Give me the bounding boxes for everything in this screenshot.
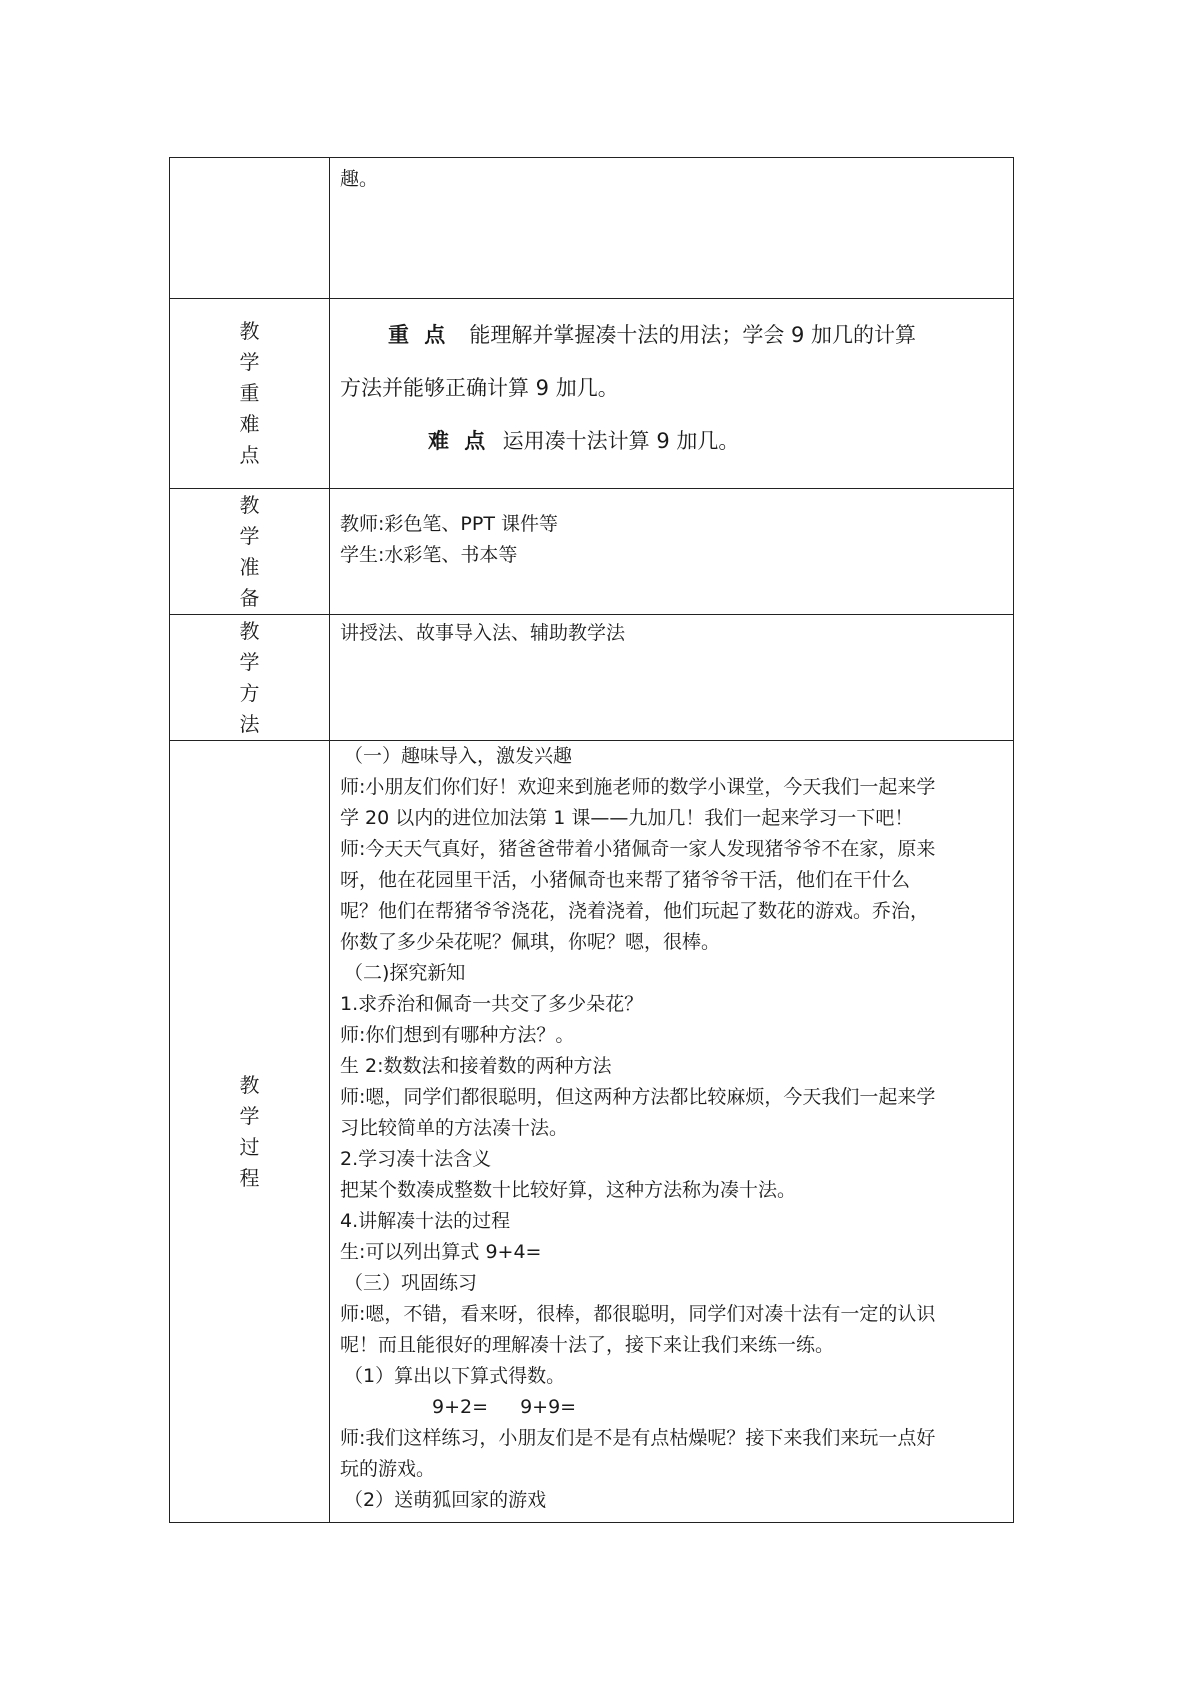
methods-row: [170, 615, 1014, 741]
methods-cell: [330, 615, 1014, 741]
key-points-row: [170, 299, 1014, 489]
equation: 9+9=: [520, 1396, 577, 1418]
difficulty-label: 难 点: [428, 429, 490, 453]
process-line: 2.学习凑十法含义: [340, 1148, 492, 1170]
focus-label: 重 点: [388, 323, 450, 347]
preparation-cell: [330, 489, 1014, 615]
process-line: 玩的游戏。: [340, 1458, 436, 1480]
methods-text: 讲授法、故事导入法、辅助教学法: [340, 622, 626, 644]
lesson-plan-table: [169, 157, 1014, 1523]
process-line: 师:小朋友们你们好！欢迎来到施老师的数学小课堂，今天我们一起来学: [340, 776, 936, 798]
continuation-row: [170, 158, 1014, 299]
process-line: （1）算出以下算式得数。: [344, 1365, 566, 1387]
section-heading: （一）趣味导入，激发兴趣: [344, 745, 573, 767]
difficulty-line: [340, 415, 1003, 468]
continuation-cell: [330, 158, 1014, 299]
process-line: 师:嗯，不错，看来呀，很棒，都很聪明，同学们对凑十法有一定的认识: [340, 1303, 936, 1325]
process-line: 生 2:数数法和接着数的两种方法: [340, 1055, 612, 1077]
process-line: 师:嗯，同学们都很聪明，但这两种方法都比较麻烦，今天我们一起来学: [340, 1086, 936, 1108]
process-line: 呀，他在花园里干活，小猪佩奇也来帮了猪爷爷干活，他们在干什么: [340, 869, 911, 891]
preparation-label: 教 学 准 备: [170, 489, 330, 615]
empty-label-cell: [170, 158, 330, 299]
methods-label: 教 学 方 法: [170, 615, 330, 741]
equations-line: [340, 1392, 1003, 1423]
section-heading: （二)探究新知: [344, 962, 466, 984]
difficulty-text: 运用凑十法计算 9 加几。: [502, 429, 740, 453]
equation: 9+2=: [432, 1396, 489, 1418]
process-row: [170, 741, 1014, 1523]
process-line: 师:今天天气真好，猪爸爸带着小猪佩奇一家人发现猪爷爷不在家，原来: [340, 838, 936, 860]
student-materials: 学生:水彩笔、书本等: [340, 544, 518, 566]
process-line: 生:可以列出算式 9+4=: [340, 1241, 542, 1263]
focus-text-2: 方法并能够正确计算 9 加几。: [340, 376, 619, 400]
focus-text-1: 能理解并掌握凑十法的用法；学会 9 加几的计算: [469, 323, 917, 347]
key-points-label: 教 学 重 难 点: [170, 299, 330, 489]
process-line: 习比较简单的方法凑十法。: [340, 1117, 569, 1139]
process-line: 师:我们这样练习，小朋友们是不是有点枯燥呢？接下来我们来玩一点好: [340, 1427, 936, 1449]
process-line: 呢？他们在帮猪爷爷浇花，浇着浇着，他们玩起了数花的游戏。乔治，: [340, 900, 930, 922]
teacher-materials: 教师:彩色笔、PPT 课件等: [340, 513, 558, 535]
process-label: 教 学 过 程: [170, 741, 330, 1523]
process-line: 你数了多少朵花呢？佩琪，你呢？嗯，很棒。: [340, 931, 721, 953]
focus-line: [340, 309, 1003, 362]
process-line: 1.求乔治和佩奇一共交了多少朵花？: [340, 993, 644, 1015]
process-line: 学 20 以内的进位加法第 1 课——九加几！我们一起来学习一下吧！: [340, 807, 914, 829]
process-line: （2）送萌狐回家的游戏: [344, 1489, 547, 1511]
process-cell: [330, 741, 1014, 1523]
key-points-cell: [330, 299, 1014, 489]
preparation-row: [170, 489, 1014, 615]
section-heading: （三）巩固练习: [344, 1272, 478, 1294]
continuation-text: 趣。: [340, 168, 379, 190]
process-line: 4.讲解凑十法的过程: [340, 1210, 511, 1232]
process-line: 师:你们想到有哪种方法？。: [340, 1024, 575, 1046]
process-line: 把某个数凑成整数十比较好算，这种方法称为凑十法。: [340, 1179, 797, 1201]
process-line: 呢！而且能很好的理解凑十法了，接下来让我们来练一练。: [340, 1334, 835, 1356]
